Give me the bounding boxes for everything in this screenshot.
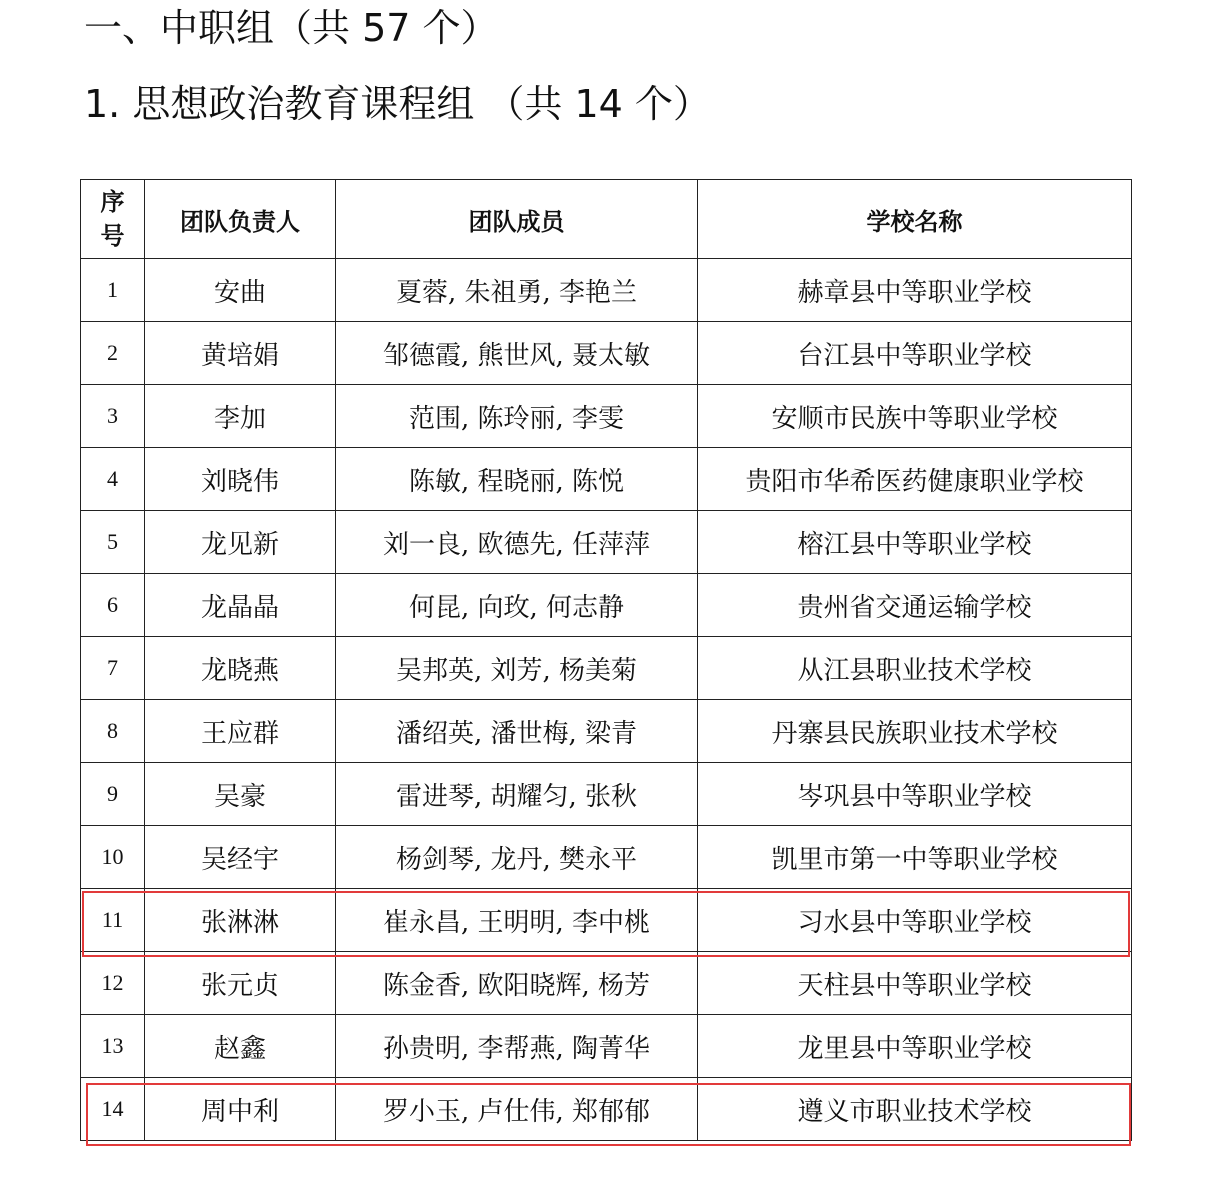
table-row [81, 385, 1132, 448]
row-school: 岑巩县中等职业学校 [698, 763, 1132, 826]
row-school: 贵州省交通运输学校 [698, 574, 1132, 637]
row-members: 邹德霞, 熊世风, 聂太敏 [336, 322, 698, 385]
row-leader: 龙晓燕 [145, 637, 336, 700]
row-school: 凯里市第一中等职业学校 [698, 826, 1132, 889]
row-school: 台江县中等职业学校 [698, 322, 1132, 385]
row-members: 陈敏, 程晓丽, 陈悦 [336, 448, 698, 511]
row-number: 4 [81, 448, 145, 511]
table-row [81, 259, 1132, 322]
row-leader: 安曲 [145, 259, 336, 322]
row-leader: 龙见新 [145, 511, 336, 574]
row-leader: 李加 [145, 385, 336, 448]
table-row [81, 637, 1132, 700]
header-team-leader: 团队负责人 [145, 180, 336, 259]
row-members: 范围, 陈玲丽, 李雯 [336, 385, 698, 448]
row-number: 1 [81, 259, 145, 322]
row-school: 从江县职业技术学校 [698, 637, 1132, 700]
row-school: 遵义市职业技术学校 [698, 1078, 1132, 1141]
row-number: 3 [81, 385, 145, 448]
row-members: 罗小玉, 卢仕伟, 郑郁郁 [336, 1078, 698, 1141]
table-row [81, 1078, 1132, 1141]
table-row [81, 448, 1132, 511]
row-members: 杨剑琴, 龙丹, 樊永平 [336, 826, 698, 889]
row-leader: 吴豪 [145, 763, 336, 826]
row-number: 6 [81, 574, 145, 637]
row-number: 13 [81, 1015, 145, 1078]
row-leader: 赵鑫 [145, 1015, 336, 1078]
header-serial-line2: 号 [100, 222, 125, 250]
row-leader: 龙晶晶 [145, 574, 336, 637]
table-row [81, 574, 1132, 637]
row-members: 夏蓉, 朱祖勇, 李艳兰 [336, 259, 698, 322]
header-school-name: 学校名称 [698, 180, 1132, 259]
row-number: 14 [81, 1078, 145, 1141]
table-row [81, 700, 1132, 763]
table-header-row [81, 180, 1132, 259]
table-row [81, 1015, 1132, 1078]
row-number: 11 [81, 889, 145, 952]
row-members: 刘一良, 欧德先, 任萍萍 [336, 511, 698, 574]
row-leader: 王应群 [145, 700, 336, 763]
section-title: 一、中职组（共 57 个） [84, 6, 499, 50]
row-members: 雷进琴, 胡耀匀, 张秋 [336, 763, 698, 826]
row-members: 孙贵明, 李帮燕, 陶菁华 [336, 1015, 698, 1078]
row-leader: 周中利 [145, 1078, 336, 1141]
table-row [81, 889, 1132, 952]
table-row [81, 763, 1132, 826]
row-leader: 黄培娟 [145, 322, 336, 385]
table-row [81, 952, 1132, 1015]
header-serial-number [81, 180, 145, 259]
row-school: 榕江县中等职业学校 [698, 511, 1132, 574]
row-leader: 吴经宇 [145, 826, 336, 889]
table-row [81, 826, 1132, 889]
roster-table [80, 179, 1132, 1141]
row-number: 9 [81, 763, 145, 826]
row-members: 何昆, 向玫, 何志静 [336, 574, 698, 637]
row-leader: 张淋淋 [145, 889, 336, 952]
row-school: 天柱县中等职业学校 [698, 952, 1132, 1015]
row-number: 7 [81, 637, 145, 700]
row-school: 丹寨县民族职业技术学校 [698, 700, 1132, 763]
row-members: 吴邦英, 刘芳, 杨美菊 [336, 637, 698, 700]
row-school: 习水县中等职业学校 [698, 889, 1132, 952]
row-school: 赫章县中等职业学校 [698, 259, 1132, 322]
header-serial-line1: 序 [100, 188, 125, 216]
table-row [81, 511, 1132, 574]
row-leader: 刘晓伟 [145, 448, 336, 511]
row-school: 贵阳市华希医药健康职业学校 [698, 448, 1132, 511]
row-members: 潘绍英, 潘世梅, 梁青 [336, 700, 698, 763]
row-number: 10 [81, 826, 145, 889]
row-leader: 张元贞 [145, 952, 336, 1015]
row-school: 安顺市民族中等职业学校 [698, 385, 1132, 448]
row-school: 龙里县中等职业学校 [698, 1015, 1132, 1078]
row-number: 5 [81, 511, 145, 574]
row-members: 陈金香, 欧阳晓辉, 杨芳 [336, 952, 698, 1015]
subsection-title: 1. 思想政治教育课程组 （共 14 个） [84, 82, 711, 126]
row-members: 崔永昌, 王明明, 李中桃 [336, 889, 698, 952]
header-team-members: 团队成员 [336, 180, 698, 259]
row-number: 2 [81, 322, 145, 385]
table-row [81, 322, 1132, 385]
row-number: 8 [81, 700, 145, 763]
row-number: 12 [81, 952, 145, 1015]
